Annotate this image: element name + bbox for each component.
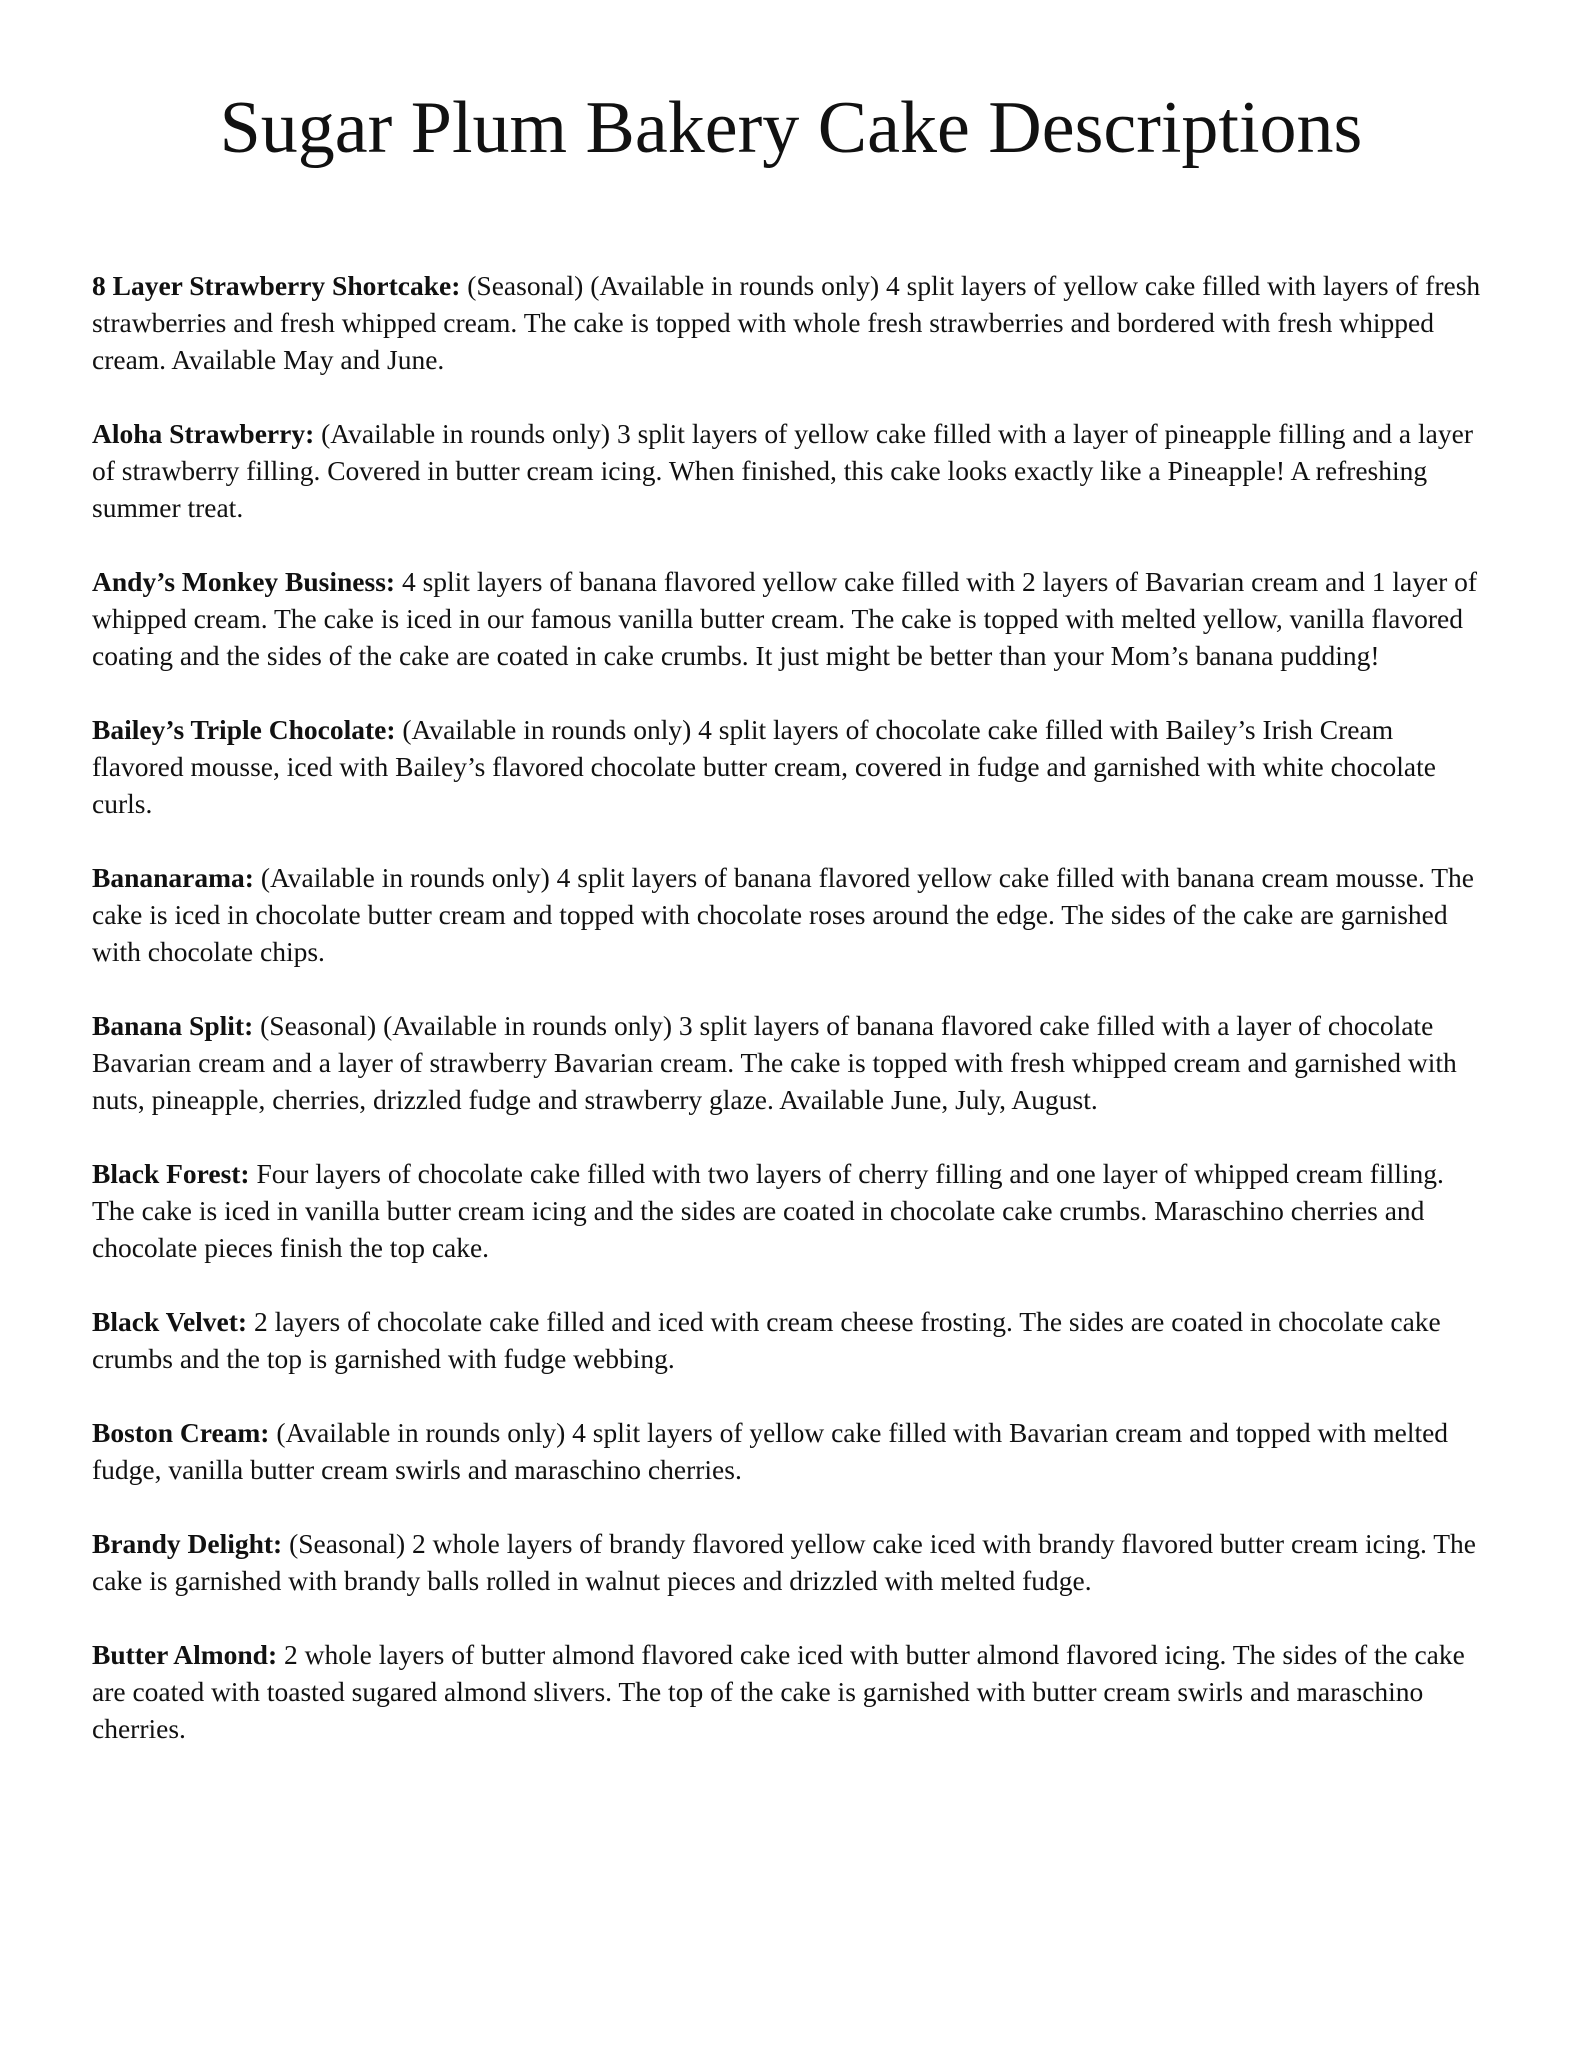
cake-entry-brandy-delight	[92, 1525, 1490, 1599]
cake-entry-bananarama	[92, 859, 1490, 970]
cake-entry-baileys-triple-chocolate	[92, 711, 1490, 822]
cake-description: 4 split layers of banana flavored yellow cake filled with 2 layers of Bavarian cream and 1 layer of whipped cream. The cake is iced in our famous vanilla butter cream. The cake is topped with melted yellow, vanilla flavored coating and the sides of the cake are coated in cake crumbs. It just might be better than your Mom’s banana pudding!	[92, 566, 1478, 671]
cake-entry-banana-split	[92, 1007, 1490, 1118]
cake-entry-boston-cream	[92, 1414, 1490, 1488]
cake-name: Butter Almond:	[92, 1639, 278, 1670]
cake-entry-andys-monkey-business	[92, 563, 1490, 674]
cake-description: (Available in rounds only) 4 split layers of yellow cake filled with Bavarian cream and topped with melted fudge, vanilla butter cream swirls and maraschino cherries.	[92, 1417, 1449, 1485]
cake-description: (Available in rounds only) 3 split layers of yellow cake filled with a layer of pineapple filling and a layer of strawberry filling. Covered in butter cream icing. When finished, this cake looks exactly like a Pineapple! A refreshing summer treat.	[92, 418, 1473, 523]
cake-name: Bananarama:	[92, 862, 254, 893]
cake-name: Brandy Delight:	[92, 1528, 283, 1559]
cake-description: (Available in rounds only) 4 split layers of chocolate cake filled with Bailey’s Irish Cream flavored mousse, iced with Bailey’s flavored chocolate butter cream, covered in fudge and garnished with white chocolate curls.	[92, 714, 1436, 819]
cake-description: (Seasonal) 2 whole layers of brandy flavored yellow cake iced with brandy flavored butter cream icing. The cake is garnished with brandy balls rolled in walnut pieces and drizzled with melted fudge.	[92, 1528, 1476, 1596]
cake-description: (Available in rounds only) 4 split layers of banana flavored yellow cake filled with banana cream mousse. The cake is iced in chocolate butter cream and topped with chocolate roses around the edge. The sides of the cake are garnished with chocolate chips.	[92, 862, 1474, 967]
cake-entry-strawberry-shortcake	[92, 267, 1490, 378]
cake-entry-butter-almond	[92, 1636, 1490, 1747]
cake-entry-black-velvet	[92, 1303, 1490, 1377]
cake-entry-black-forest	[92, 1155, 1490, 1266]
cake-description: 2 whole layers of butter almond flavored cake iced with butter almond flavored icing. The sides of the cake are coated with toasted sugared almond slivers. The top of the cake is garnished with butter cream swirls and maraschino cherries.	[92, 1639, 1465, 1744]
cake-description: (Seasonal) (Available in rounds only) 3 split layers of banana flavored cake filled with a layer of chocolate Bavarian cream and a layer of strawberry Bavarian cream. The cake is topped with fresh whipped cream and garnished with nuts, pineapple, cherries, drizzled fudge and strawberry glaze. Available June, July, August.	[92, 1010, 1457, 1115]
cake-name: Andy’s Monkey Business:	[92, 566, 396, 597]
cake-description: (Seasonal) (Available in rounds only) 4 split layers of yellow cake filled with layers of fresh strawberries and fresh whipped cream. The cake is topped with whole fresh strawberries and bordered with fresh whipped cream. Available May and June.	[92, 270, 1481, 375]
cake-name: Banana Split:	[92, 1010, 254, 1041]
cake-list	[92, 267, 1490, 1747]
cake-name: Black Forest:	[92, 1158, 250, 1189]
cake-name: Boston Cream:	[92, 1417, 270, 1448]
cake-name: Aloha Strawberry:	[92, 418, 315, 449]
cake-name: 8 Layer Strawberry Shortcake:	[92, 270, 461, 301]
cake-name: Bailey’s Triple Chocolate:	[92, 714, 396, 745]
cake-description: 2 layers of chocolate cake filled and iced with cream cheese frosting. The sides are coated in chocolate cake crumbs and the top is garnished with fudge webbing.	[92, 1306, 1441, 1374]
cake-entry-aloha-strawberry	[92, 415, 1490, 526]
page-title: Sugar Plum Bakery Cake Descriptions	[219, 87, 1363, 169]
cake-name: Black Velvet:	[92, 1306, 248, 1337]
cake-description: Four layers of chocolate cake filled with two layers of cherry filling and one layer of whipped cream filling. The cake is iced in vanilla butter cream icing and the sides are coated in chocolate cake crumbs. Maraschino cherries and chocolate pieces finish the top cake.	[92, 1158, 1444, 1263]
